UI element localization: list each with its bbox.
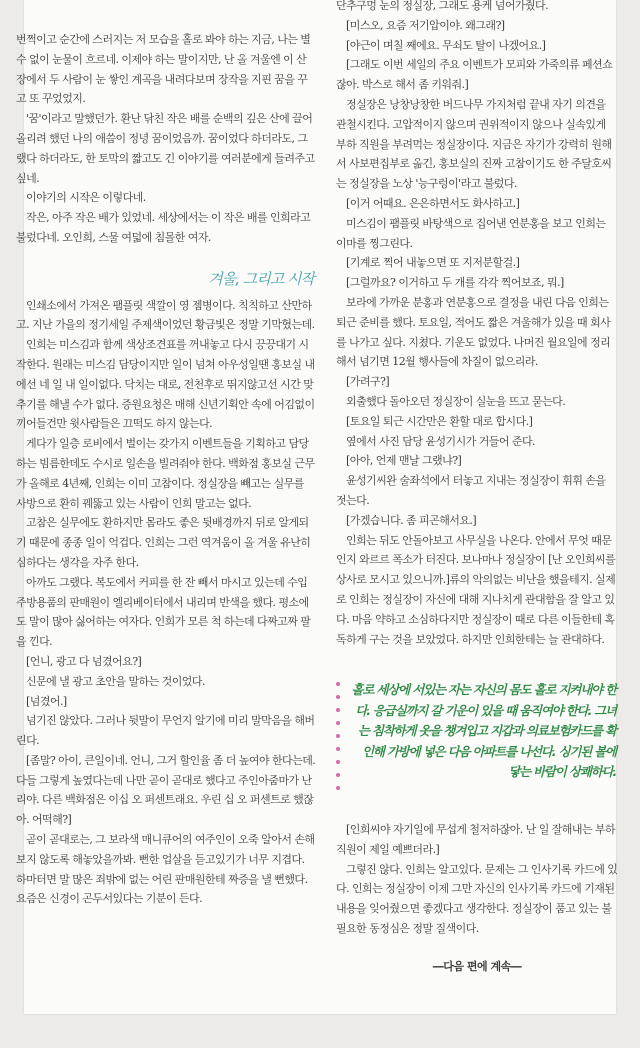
dot-bullet: [336, 708, 340, 712]
paragraph: [가려구?]: [346, 375, 390, 389]
paragraph: 윤성기씨완 술좌석에서 터놓고 지내는 정실장이 휘휘 손을 젓는다.: [336, 474, 606, 507]
dot-bullet: [336, 682, 340, 686]
right-column: [336, 0, 618, 649]
paragraph: 작은, 아주 작은 배가 있었네. 세상에서는 이 작은 배를 인희라고 불렀다네. 오인희, 스물 여덟에 침몰한 여자.: [16, 211, 311, 244]
paragraph: 아까도 그랬다. 복도에서 커피를 한 잔 빼서 마시고 있는데 수입주방용품의 판매원이 엘리베이터에서 내리며 반색을 했다. 평소에도 말이 많아 싫어하는 여자다. 인희가 모른 척 하는데 다짜고짜 팔을 낀다.: [16, 575, 311, 649]
dot-bullet: [336, 734, 340, 738]
paragraph: [가겠습니다. 좀 피곤해서요.]: [346, 513, 477, 527]
paragraph: 정실장은 낭창낭창한 버드나무 가지처럼 끝내 자기 의견을 관철시킨다. 고압적이지 않으며 권위적이지 않으나 실속있게 부하 직원을 부려먹는 정실장이다. 지금은 자기가 강력히 원해서 사보편집부로 옮긴, 홍보실의 진짜 고참이기도 한 주달호씨는 정실장을 노상 '능구렁이'라고 불렀다.: [336, 97, 612, 191]
paragraph: [기계로 찍어 내놓으면 또 지저분할걸.]: [346, 256, 520, 270]
pull-quote-dots: [336, 682, 342, 799]
left-column-body: [16, 296, 316, 910]
pull-quote: [340, 680, 616, 814]
paragraph: [언니, 광고 다 넘겼어요?]: [26, 654, 142, 668]
paragraph: [이거 어때요. 은은하면서도 화사하고.]: [346, 196, 520, 210]
right-column-end: [336, 820, 618, 977]
dot-bullet: [336, 786, 340, 790]
paragraph: [넘겼어.]: [26, 694, 67, 708]
paragraph: 보라에 가까운 분홍과 연분홍으로 결정을 내린 다음 인희는 퇴근 준비를 했다. 토요일, 적어도 짧은 겨울해가 있을 때 회사를 나가고 싶다. 지쳤다. 기운도 없었다. 나머진 월요일에 정리해서 넘기면 12월 행사들에 차질이 없으리라.: [336, 295, 611, 369]
continued-note: ―다음 편에 계속―: [432, 959, 522, 973]
paragraph: [야근이 며칠 째에요. 무쇠도 탈이 나겠어요.]: [346, 38, 546, 52]
paragraph: 그렇진 않다. 인희는 알고있다. 문제는 그 인사기록 카드에 있다. 인희는 정실장이 이제 그만 자신의 인사기록 카드에 기재된 내용을 잊어줬으면 좋겠다고 생각한다. 정실장이 품고 있는 불필요한 동정심은 정말 질색이다.: [336, 862, 618, 935]
paragraph: [토요일 퇴근 시간만은 환할 대로 합시다.]: [346, 414, 533, 428]
paragraph: 인희는 미스김과 함께 색상조견표를 꺼내놓고 다시 끙끙대기 시작한다. 원래는 미스김 담당이지만 일이 넘쳐 아우성일땐 홍보실 내에선 네 일 내 일이없다. 닥치는 대로, 전천후로 뛰지않고선 시간 맞추기를 해낼 수가 없다. 증원요청은 매해 신년기획안 속에 어김없이 끼어들건만 윗사람들은 끄떡도 하지 않는다.: [16, 338, 315, 431]
paragraph: 인쇄소에서 가져온 팸플릿 색깔이 영 젬병이다. 칙칙하고 산만하고. 지난 가을의 정기세일 주제색이었던 황금빛은 정말 기막혔는데.: [16, 298, 315, 332]
paragraph: [미스오, 요즘 저기압이야. 왜그래?]: [346, 18, 505, 32]
dot-bullet: [336, 760, 340, 764]
paragraph: 게다가 일층 로비에서 벌이는 갖가지 이벤트들을 기획하고 담당하는 빔름한데도 수시로 일손을 빌려줘야 한다. 백화점 홍보실 근무가 올해로 4년째, 인희는 이미 고참이다. 정실장을 빼고는 실무를 사방으로 환히 꿰뚫고 있는 사람이 인희 말고는 없다.: [16, 437, 315, 510]
paragraph: 곧이 곧대로는, 그 보라색 매니큐어의 여주인이 오죽 알아서 손해보지 않도록 해놓았을까봐. 뻔한 업살을 듣고있기가 너무 지겹다. 하마터면 말 많은 죄밖에 없는 어린 판매원한테 짜증을 낼 뻔했다. 요즘은 신경이 곤두서있다는 기분이 든다.: [16, 833, 315, 906]
paragraph: 미스김이 팸플릿 바탕색으로 집어낸 연분홍을 보고 인희는 이마를 찡그린다.: [336, 216, 606, 250]
paragraph: 이야기의 시작은 이렇다네.: [26, 191, 146, 205]
paragraph: 인희는 뒤도 안돌아보고 사무실을 나온다. 안에서 무엇 때문인지 와르르 폭소가 터진다. 보나마나 정실장이 [난 오인희씨를 상사로 모시고 있으니까.]류의 악의없는 비난을 했을테지. 실제로 인희는 정실장이 자신에 대해 지나치게 관대함을 잘 알고 있다. 마음 약하고 소심하다지만 정실장이 때로 다른 이들한테 혹독하게 구는 것을 보았었다. 하지만 인희한테는 늘 관대하다.: [336, 533, 616, 646]
paragraph: 넘기진 않았다. 그러나 뒷말이 무언지 알기에 미리 말막음을 해버린다.: [16, 714, 315, 748]
dot-bullet: [336, 747, 340, 751]
paragraph: [그럴까요? 이거하고 두 개를 각각 찍어보죠, 뭐.]: [346, 276, 564, 290]
paragraph: 번쩍이고 순간에 스러지는 저 모습을 홀로 봐야 하는 지금, 나는 별 수 없이 눈물이 흐르네. 이제야 하는 말이지만, 난 올 겨울엔 이 산장에서 두 사람이 눈 쌓인 계곡을 내려다보며 장작을 지핀 꿈을 꾸고 또 꾸었었지.: [16, 33, 311, 106]
paragraph: 고참은 실무에도 환하지만 몸라도 좋은 뒷배경까지 뒤로 알게되기 때문에 종종 일이 억겁다. 인희는 그런 역겨움이 올 겨울 유난히 심하다는 생각을 자주 한다.: [16, 516, 311, 569]
paragraph: '꿈'이라고 말했던가. 환난 닦친 작은 배를 순백의 깊은 산에 끌어 올리려 했던 나의 애씀이 정녕 꿈이었음까. 꿈이었다 하더라도, 그랬다 하더라도, 한 토막의 짧고도 긴 이야기를 여러분에게 들려주고 싶네.: [16, 112, 315, 185]
right-column-body: [336, 0, 618, 649]
left-column: [16, 30, 316, 909]
dot-bullet: [336, 695, 340, 699]
pull-quote-text: 홀로 세상에 서있는 자는 자신의 몸도 홀로 지켜내야 한다. 응급실까지 갈 기운이 있을 때 움직여야 한다. 그녀는 침착하게 옷을 챙겨입고 지갑과 의료보험카드를 확인해 가방에 넣은 다음 아파트를 나선다. 싱기된 볼에 닿는 바람이 상쾌하다.: [351, 682, 616, 779]
paragraph: 신문에 낼 광고 초안을 말하는 것이었다.: [26, 674, 205, 688]
paragraph: [좀말? 아이, 큰일이네. 언니, 그거 할인율 좀 더 높여야 한다는데. 다들 그렇게 높였다는데 나만 곧이 곧대로 했다고 주인아줌마가 난리야. 다른 백화점은 이십 오 퍼센트래요. 우린 십 오 퍼센트로 했잖아. 어떡해?]: [16, 753, 316, 827]
paragraph: 외출했다 돌아오던 정실장이 실눈을 뜨고 묻는다.: [346, 394, 566, 408]
paragraph: [그래도 이번 세일의 주요 이벤트가 모피와 가죽의류 페션쇼잖아. 박스로 해서 좀 키워줘.]: [336, 58, 613, 92]
section-title: 겨울, 그리고 시작: [208, 269, 314, 288]
paragraph: 옆에서 사진 담당 윤성기시가 거들어 준다.: [346, 434, 535, 448]
paragraph: 단추구멍 눈의 정실장, 그래도 용케 넘어가줬다.: [336, 0, 549, 12]
dot-bullet: [336, 773, 340, 777]
paragraph: [인희씨야 자기일에 무섭게 철저하잖아. 난 일 잘해내는 부하직원이 제일 예쁘더라.]: [336, 823, 616, 856]
paragraph: [아아, 언제 맨날 그랬냐?]: [346, 454, 462, 468]
left-column-intro: [16, 30, 316, 248]
dot-bullet: [336, 721, 340, 725]
right-column-closing: [336, 820, 618, 939]
